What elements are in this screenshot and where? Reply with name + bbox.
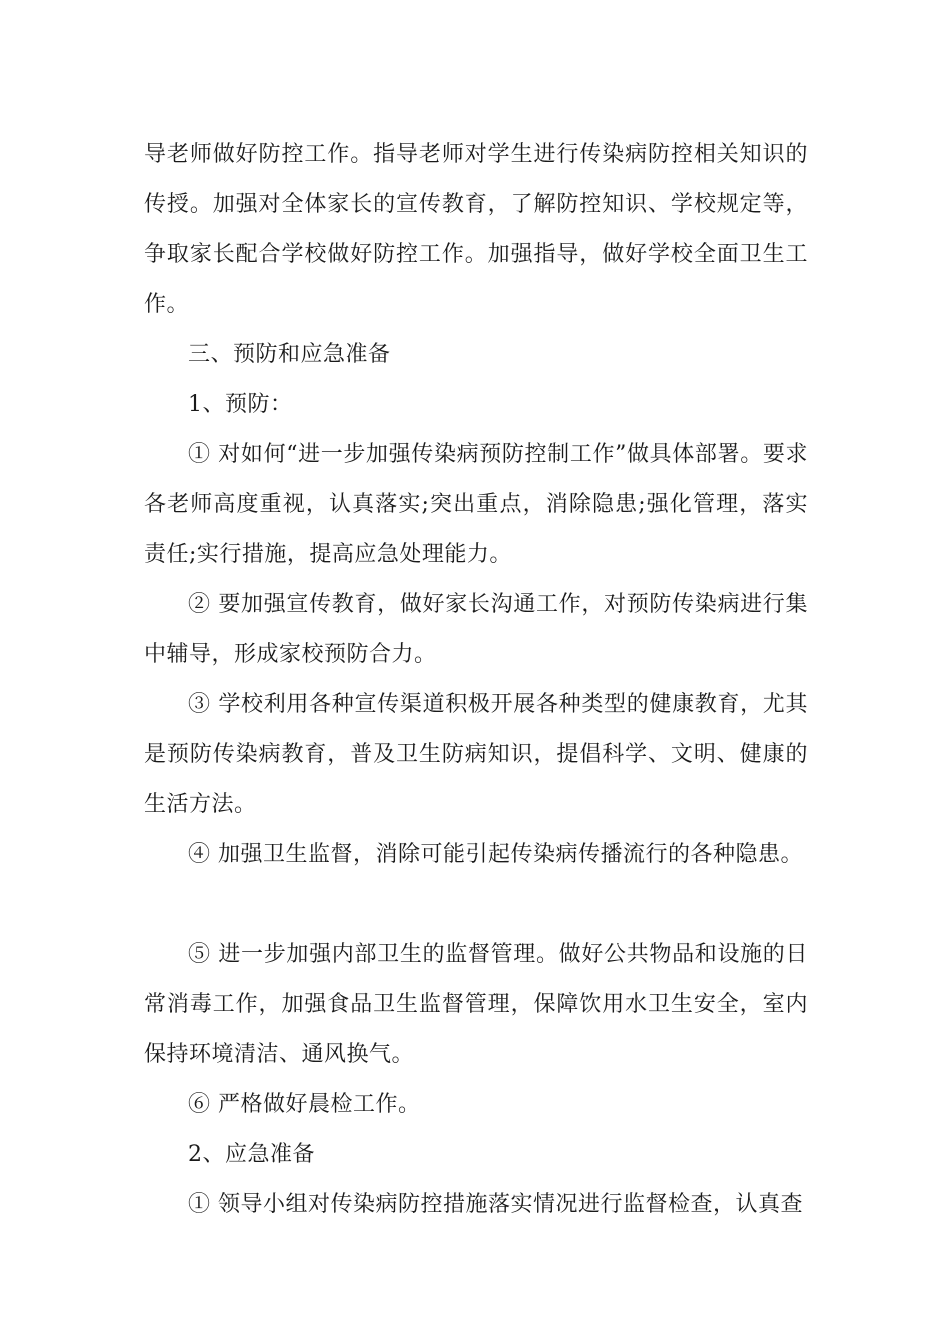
list-item-1: ① 对如何“进一步加强传染病预防控制工作”做具体部署。要求各老师高度重视，认真落实;突出重点，消除隐患;强化管理，落实责任;实行措施，提高应急处理能力。 <box>144 442 808 567</box>
list-item-6: ⑥ 严格做好晨检工作。 <box>188 1092 421 1117</box>
emergency-item-1: ① 领导小组对传染病防控措施落实情况进行监督检查，认真查 <box>188 1192 803 1217</box>
paragraph-continuation: 导老师做好防控工作。指导老师对学生进行传染病防控相关知识的传授。加强对全体家长的宣传教育，了解防控知识、学校规定等，争取家长配合学校做好防控工作。加强指导，做好学校全面卫生工作。 <box>144 142 808 317</box>
document-body <box>144 130 808 1230</box>
subheading-prevention: 1、预防： <box>188 392 293 417</box>
subheading-emergency: 2、应急准备 <box>188 1142 315 1167</box>
list-item-2: ② 要加强宣传教育，做好家长沟通工作，对预防传染病进行集中辅导，形成家校预防合力。 <box>144 592 808 667</box>
blank-line <box>144 880 808 930</box>
list-item-5: ⑤ 进一步加强内部卫生的监督管理。做好公共物品和设施的日常消毒工作，加强食品卫生监督管理，保障饮用水卫生安全，室内保持环境清洁、通风换气。 <box>144 942 808 1067</box>
list-item-4: ④ 加强卫生监督，消除可能引起传染病传播流行的各种隐患。 <box>188 842 803 867</box>
list-item-3: ③ 学校利用各种宣传渠道积极开展各种类型的健康教育，尤其是预防传染病教育，普及卫生防病知识，提倡科学、文明、健康的生活方法。 <box>144 692 808 817</box>
section-heading-prevention: 三、预防和应急准备 <box>188 342 391 367</box>
